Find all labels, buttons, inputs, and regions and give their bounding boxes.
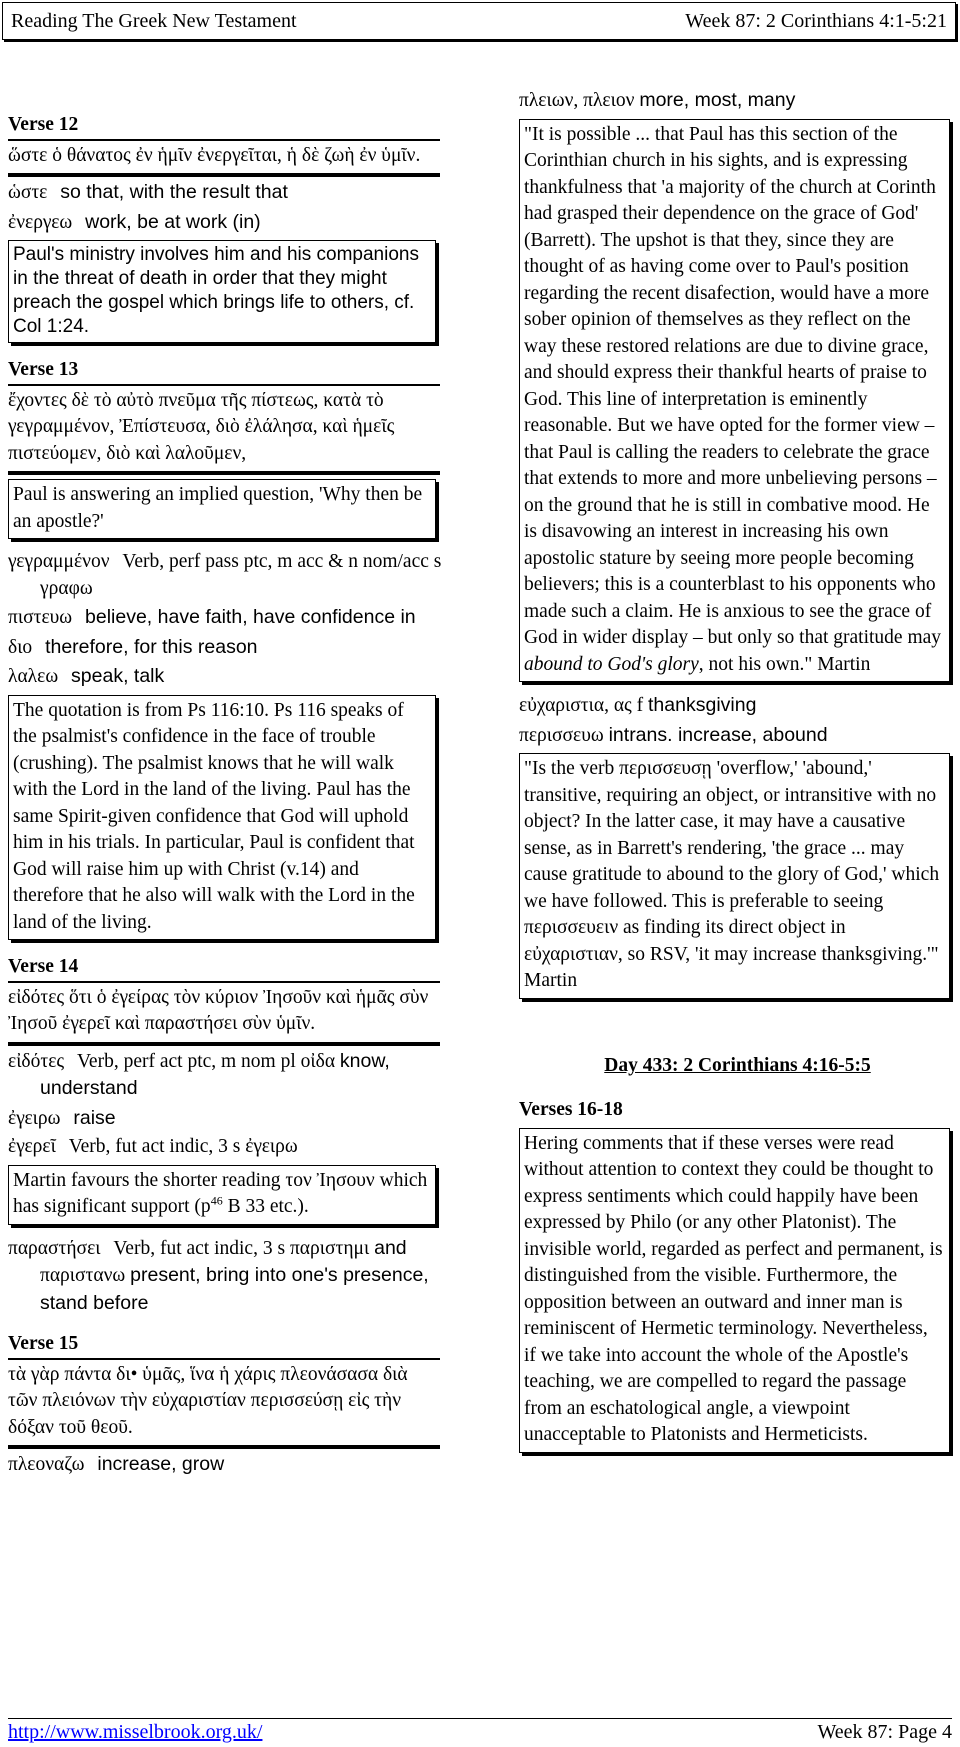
transitive-verb-note: "Is the verb περισσευσῃ 'overflow,' 'abound,' transitive, requiring an object, or intransitive with no object? In the latter case, it may have a causative sense, as in Barrett's rendering, 'the grace ... may cause gratitude to abound to the glory of God,' which we have followed. This is preferable to seeing περισσευειν as finding its direct object in εὐχαριστιαν, so RSV, 'it may increase thanksgiving.'" Martin [519,753,950,999]
vocab-item: ὡστε so that, with the result that [8,181,288,203]
vocab-item: πιστευω believe, have faith, have confidence in [8,606,416,628]
vocab-item: πλεοναζω increase, grow [8,1453,225,1475]
verse-15-heading: Verse 15 [8,1333,79,1354]
site-link[interactable]: http://www.misselbrook.org.uk/ [8,1721,263,1743]
vocab-item: λαλεω speak, talk [8,665,165,687]
right-column [519,85,956,1463]
verse-14-heading: Verse 14 [8,956,79,977]
verse-13-note: Paul is answering an implied question, 'Why then be an apostle?' [8,479,436,539]
verse-14-greek: εἰδότες ὅτι ὁ ἐγείρας τὸν κύριον Ἰησοῦν καὶ ἡμᾶς σὺν Ἰησοῦ ἐγερεῖ καὶ παραστήσει σὺν ὑμῖν. [8,981,440,1046]
header-week: Week 87: 2 Corinthians 4:1-5:21 [685,9,947,32]
page-footer [8,1718,952,1744]
textual-variant-note: Martin favours the shorter reading τον Ἰησουν which has significant support ($p^{46}$ B 33 etc.). [8,1165,436,1225]
left-column [8,84,442,1481]
verse-15-greek: τὰ γὰρ πάντα δι• ὑμᾶς, ἵνα ἡ χάρις πλεονάσασα διὰ τῶν πλειόνων τὴν εὐχαριστίαν περισσεύσῃ εἰς τὴν δόξαν τοῦ θεοῦ. [8,1358,440,1450]
page-number: Week 87: Page 4 [817,1721,952,1743]
verse-13-heading: Verse 13 [8,359,79,380]
page-header [2,2,956,40]
vocab-item: εὐχαριστια, ας f thanksgiving [519,694,757,716]
header-title: Reading The Greek New Testament [11,9,297,32]
vocab-item: παραστήσει Verb, fut act indic, 3 s παριστημι and παριστανω present, bring into one's presence, stand before [8,1236,429,1314]
verse-12-heading: Verse 12 [8,114,79,135]
vocab-item: περισσευω intrans. increase, abound [519,723,828,746]
verses-16-18-heading: Verses 16-18 [519,1099,623,1120]
barrett-quote-note: "It is possible ... that Paul has this section of the Corinthian church in his sights, and is expressing thankfulness that 'a majority of the church at Corinth had grasped their dependence on the grace of God' (Barrett). The upshot is that they, since they are thought of as having come over to Paul's position regarding the recent disafection, would have a more sober opinion of themselves as they reflect on the way these restored relations are due to divine grace, and should express their thankful hearts of praise to God. This line of interpretation is eminently reasonable. But we have opted for the former view – that Paul is calling the readers to celebrate the grace that extends to more and more unbelieving persons – on the ground that he is still in combative mood. He is disavowing an interest in increasing his own apostolic stature by seeing more people becoming believers; this is a counterblast to his opponents who made such a claim. He is anxious to see the grace of God in wider display – but only so that gratitude may abound to God's glory, not his own." Martin [519,119,950,683]
hering-comment-note: Hering comments that if these verses were read without attention to context they could be thought to express sentiments which could happily have been expressed by Philo (or any other Platonist). The invisible world, regarded as perfect and permanent, is distinguished from the visible. Furthermore, the opposition between an outward and inner man is reminiscent of Hermetic terminology. Nevertheless, if we take into account the whole of the Apostle's teaching, we are compelled to regard the passage from an eschatological angle, a viewpoint unacceptable to Platonists and Hermeticists. [519,1128,950,1453]
vocab-item: ἐγερεῖ Verb, fut act indic, 3 s ἐγειρω [8,1136,298,1157]
vocab-item: ἐγειρω raise [8,1106,116,1129]
vocab-item: γεγραμμένον Verb, perf pass ptc, m acc & n nom/acc s γραφω [8,551,442,599]
vocab-item: εἰδότες Verb, perf act ptc, m nom pl οἰδα know, understand [8,1049,390,1099]
psalm-quotation-note: The quotation is from Ps 116:10. Ps 116 speaks of the psalmist's confidence in the face of trouble (crushing). The psalmist knows that he will walk with the Lord in the land of the living. Paul has the same Spirit-given confidence that God will uphold him in his trials. In particular, Paul is confident that God will raise him up with Christ (v.14) and therefore that he also will walk with the Lord in the land of the living. [8,695,436,941]
verse-13-greek: ἔχοντες δὲ τὸ αὐτὸ πνεῦμα τῆς πίστεως, κατὰ τὸ γεγραμμένον, Ἐπίστευσα, διὸ ἐλάλησα, καὶ ἡμεῖς πιστεύομεν, διὸ καὶ λαλοῦμεν, [8,384,440,476]
vocab-item: πλειων, πλειον more, most, many [519,89,796,111]
vocab-item: ἐνεργεω work, be at work (in) [8,210,261,233]
day-heading: Day 433: 2 Corinthians 4:16-5:5 [604,1054,871,1076]
vocab-item: διο therefore, for this reason [8,635,258,658]
verse-12-note: Paul's ministry involves him and his companions in the threat of death in order that they might preach the gospel which brings life to others, cf. Col 1:24. [8,240,436,343]
verse-12-greek: ὥστε ὁ θάνατος ἐν ἡμῖν ἐνεργεῖται, ἡ δὲ ζωὴ ἐν ὑμῖν. [8,139,440,178]
